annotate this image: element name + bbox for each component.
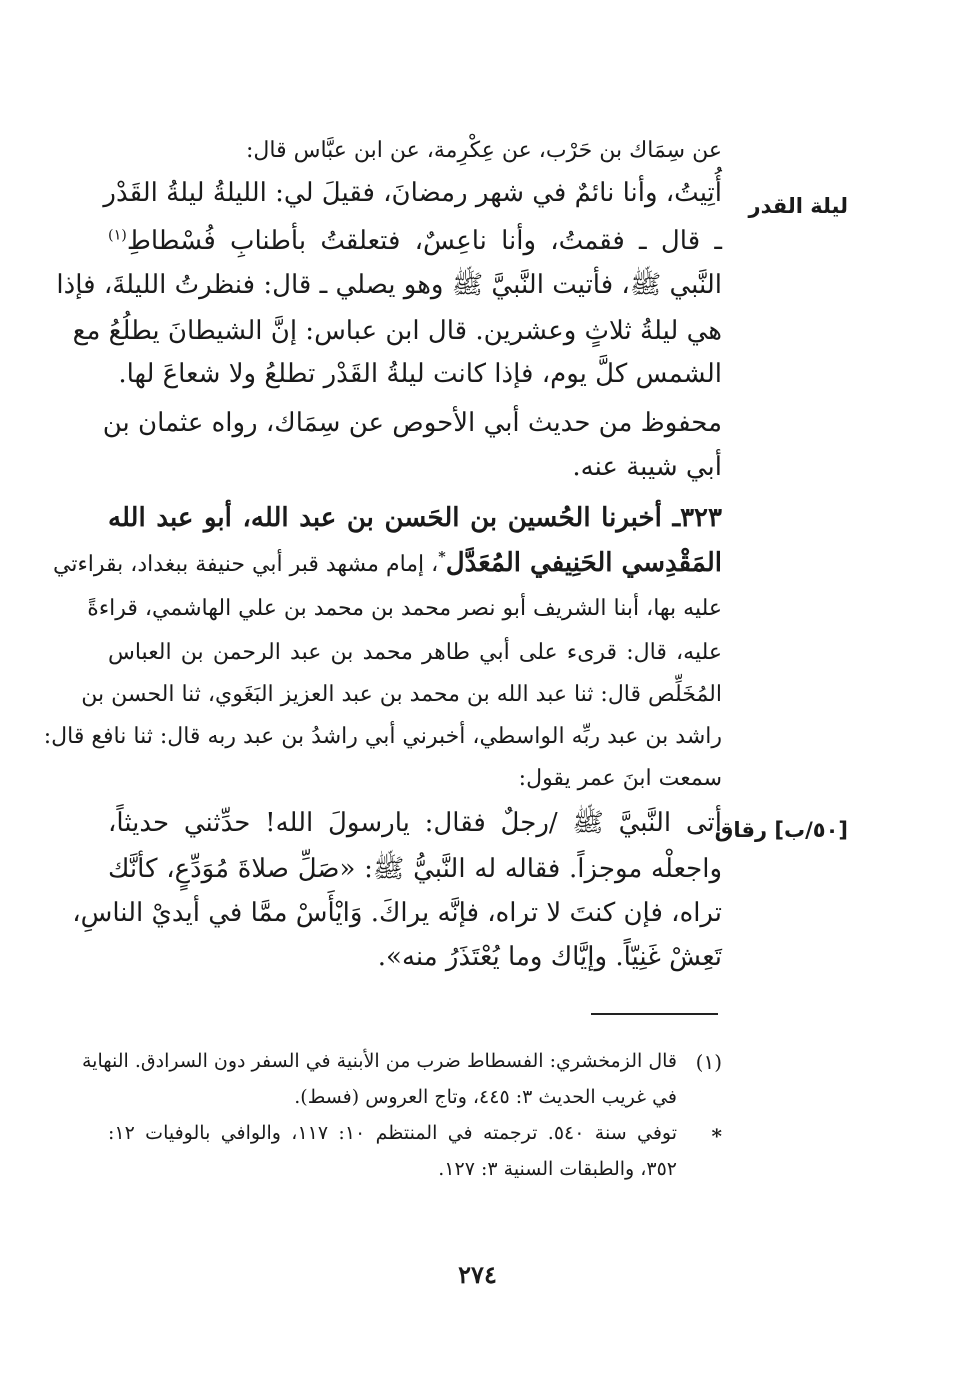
isnad-line-1: عليه بها، أبنا الشريف أبو نصر محمد بن محمد بن علي الهاشمي، قراءةً	[87, 596, 722, 621]
footnote-1-line-2: في غريب الحديث ٣: ٤٤٥، وتاج العروس (فسط).	[294, 1086, 677, 1108]
matn-line-2: واجعلْه موجزاً. فقاله له النَّبيُّ ﷺ: «صَلِّ صلاةَ مُوَدِّعٍ، كأنَّك	[108, 854, 722, 884]
commentary-line-2: أبي شيبة عنه.	[572, 452, 722, 482]
footnote-star-line-1: توفي سنة ٥٤٠. ترجمته في المنتظم ١٠: ١١٧، والوافي بالوفيات ١٢:	[108, 1122, 678, 1144]
matn-line-4: تَعِشْ غَنِيّاً. وإيَّاك وما يُعْتَذَرُ منه».	[377, 942, 722, 972]
isnad-intro: عن سِمَاك بن حَرْب، عن عِكْرِمة، عن ابن عبَّاس قال:	[246, 138, 722, 163]
hadith1-line-2-text: ـ قال ـ فقمتُ، وأنا ناعِسٌ، فتعلقتُ بأطنابِ فُسْطاطِ	[126, 226, 722, 256]
footnote-ref-star: *	[438, 549, 446, 566]
footnote-star-line-2: ٣٥٢، والطبقات السنية ٣: ١٢٧.	[438, 1158, 677, 1180]
hadith1-line-3: النَّبي ﷺ، فأتيت النَّبيَّ ﷺ وهو يصلي ـ قال: فنظرتُ الليلةَ، فإذا	[56, 270, 722, 300]
matn-line-3: تراه، فإن كنتَ لا تراه، فإنَّه يراكَ. وَايْأَسْ ممَّا في أيديْ الناسِ،	[72, 898, 722, 928]
isnad-line-2: عليه، قال: قرىء على أبي طاهر محمد بن عبد الرحمن بن العباس	[108, 640, 722, 665]
hadith1-line-4: هي ليلةُ ثلاثٍ وعشرين. قال ابن عباس: إنَّ الشيطانَ يطلُعُ مع	[72, 316, 722, 346]
isnad-line-4: راشد بن عبد ربِّه الواسطي، أخبرني أبي راشدُ بن عبد ربه قال: ثنا نافع قال:	[43, 724, 722, 749]
isnad-line-5: سمعت ابنَ عمر يقول:	[518, 766, 722, 791]
hadith1-line-1: أُتِيتُ، وأنا نائمٌ في شهر رمضانَ، فقيلَ لي: الليلةُ ليلةُ القَدْر	[103, 178, 722, 208]
margin-note-laylat-al-qadr: ليلة القدر	[748, 194, 848, 218]
page-number: ٢٧٤	[458, 1260, 497, 1289]
hadith-323-heading-line-2	[52, 548, 722, 578]
footnote-1-marker: (١)	[695, 1050, 722, 1074]
margin-note-folio-riqaq: [٥٠/ب] رقاق	[714, 818, 848, 842]
matn-line-1: أتى النَّبيَّ ﷺ /رجلٌ فقال: يارسولَ الله! حدِّثني حديثاً،	[108, 808, 722, 838]
footnote-1-line-1: قال الزمخشري: الفسطاط ضرب من الأبنية في السفر دون السرادق. النهاية	[81, 1050, 677, 1072]
hadith1-line-5: الشمس كلَّ يوم، فإذا كانت ليلةُ القَدْر تطلعُ ولا شعاعَ لها.	[118, 359, 722, 389]
commentary-line-1: محفوظ من حديث أبي الأحوص عن سِمَاك، رواه عثمان بن	[102, 408, 722, 438]
isnad-line-3: المُخَلِّص قال: ثنا عبد الله بن محمد بن عبد العزيز البَغَوي، ثنا الحسن بن	[81, 682, 722, 707]
hadith-323-heading-line-1: ٣٢٣ـ أخبرنا الحُسين بن الحَسن بن عبد الله، أبو عبد الله	[108, 503, 722, 533]
footnote-divider	[591, 1013, 718, 1015]
narrator-name: المَقْدِسي الحَنِيفي المُعَدَّل	[445, 548, 722, 578]
hadith1-line-2	[108, 228, 722, 254]
footnote-star-marker: *	[711, 1124, 722, 1148]
footnote-ref-1: (١)	[108, 227, 127, 244]
heading-tail: ، إمام مشهد قبر أبي حنيفة ببغداد، بقراءتي	[52, 552, 439, 577]
